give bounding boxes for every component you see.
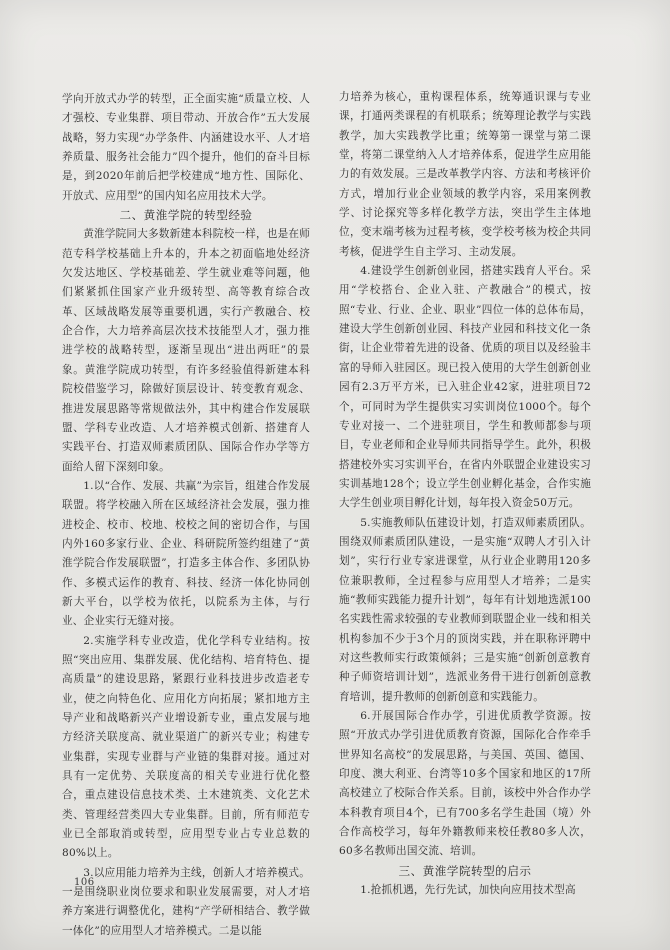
- paragraph-intro: 学向开放式办学的转型，正全面实施“质量立校、人才强校、专业集群、项目带动、开放合作”五大发展战略，努力实现“办学条件、内涵建设水平、人才培养质量、服务社会能力”四个提升，他们的奋斗目标是，到2020年前后把学校建成“地方性、国际化、开放式、应用型”的国内知名应用技术大学。: [62, 93, 310, 202]
- paragraph-continued: 力培养为核心，重构课程体系，统筹通识课与专业课，打通两类课程的有机联系；统筹理论教学与实践教学，加大实践教学比重；统筹第一课堂与第二课堂，将第二课堂纳入人才培养体系，促进学生应用能力的有效发展。三是改革教学内容、方法和考核评价方式，增加行业企业领域的教学内容，采用案例教学、讨论探究等多样化教学方法，突出学生主体地位，变末端考核为过程考核，变学校考核为校企共同考核，促进学生自主学习、主动发展。: [339, 91, 591, 258]
- paragraph-6: 6.开展国际合作办学，引进优质教学资源。按照“开放式办学引进优质教育资源，国际化合作牵手世界知名高校”的发展思路，与美国、英国、德国、印度、澳大利亚、台湾等10多个国家和地区的17所高校建立了校际合作关系。目前，该校中外合作办学本科教育项目4个，已有700多名学生赴国（境）外合作高校学习，每年外籍教师来校任教80多人次，60多名教师出国交流、培训。: [339, 710, 591, 858]
- paragraph-2b: 1.以“合作、发展、共赢”为宗旨，组建合作发展联盟。将学校融入所在区域经济社会发展，强力推进校企、校市、校地、校校之间的密切合作，与国内外160多家行业、企业、科研院所签约组建了“黄淮学院合作发展联盟”，打造多主体合作、多团队协作、多模式运作的教育、科技、经济一体化协同创新大平台，以学校为依托，以院系为主体，与行业、企业实行无缝对接。: [62, 479, 311, 628]
- paragraph-2d: 3.以应用能力培养为主线，创新人才培养模式。一是围绕职业岗位要求和职业发展需要，对人才培养方案进行调整优化，建构“产学研相结合、教学做一体化”的应用型人才培养模式。二是以能: [62, 866, 310, 937]
- right-column: [339, 88, 591, 900]
- page-number: 106: [74, 877, 95, 888]
- left-column: [62, 90, 310, 941]
- section-heading-3: 三、黄淮学院转型的启示: [398, 863, 532, 878]
- section-heading-2: 二、黄淮学院的转型经验: [119, 208, 253, 223]
- paragraph-2a: 黄淮学院同大多数新建本科院校一样，也是在师范专科学校基础上升本的，升本之初面临地处经济欠发达地区、学校基础差、学生就业难等问题，他们紧紧抓住国家产业升级转型、高等教育综合改革、区域战略发展等重要机遇，实行产教融合、校企合作，大力培养高层次技术技能型人才，强力推进学校的战略转型，逐渐呈现出“进出两旺”的景象。黄淮学院成功转型，有许多经验值得新建本科院校借鉴学习，除做好顶层设计、转变教育观念、推进发展思路等常规做法外，其中构建合作发展联盟、学科专业改造、人才培养模式创新、搭建育人实践平台、打造双师素质团队、国际合作办学等方面给人留下深刻印象。: [62, 228, 310, 473]
- paragraph-2c: 2.实施学科专业改造，优化学科专业结构。按照“突出应用、集群发展、优化结构、培育特色、提高质量”的建设思路，紧跟行业科技进步改造老专业，使之向特色化、应用化方向拓展；紧扣地方主导产业和战略新兴产业增设新专业，重点发展与地方经济关联度高、就业渠道广的新兴专业；构建专业集群，实现专业群与产业链的集群对接。通过对具有一定优势、关联度高的相关专业进行优化整合，重点建设信息技术类、土木建筑类、文化艺术类、管理经营类四大专业集群。目前，所有师范专业已全部取消或转型，应用型专业占专业总数的80%以上。: [62, 634, 310, 860]
- paragraph-3a: 1.抢抓机遇，先行先试，加快向应用技术型高: [360, 884, 576, 897]
- paragraph-4: 4.建设学生创新创业园，搭建实践育人平台。采用“学校搭台、企业入驻、产教融合”的模式，按照“专业、行业、企业、职业”四位一体的总体布局，建设大学生创新创业园、科技产业园和科技文化一条街，让企业带着先进的设备、优质的项目以及经验丰富的导师入驻园区。现已投入使用的大学生创新创业园有2.3万平方米，已入驻企业42家，进驻项目72个，可同时为学生提供实习实训岗位1000个。每个专业对接一、二个进驻项目，学生和教师都参与项目，专业老师和企业导师共同指导学生。此外，积极搭建校外实习实训平台，在省内外联盟企业建设实习实训基地128个；设立学生创业孵化基金，合作实施大学生创业项目孵化计划，每年投入资金50万元。: [339, 265, 591, 510]
- paragraph-5: 5.实施教师队伍建设计划，打造双师素质团队。围绕双师素质团队建设，一是实施“双聘人才引入计划”，实行行业专家进课堂，从行业企业聘用120多位兼职教师，全过程参与应用型人才培养；二是实施“教师实践能力提升计划”，每年有计划地选派100名实践性需求较强的专业教师到联盟企业一线和相关机构参加不少于3个月的顶岗实践，并在职称评聘中对这些教师实行政策倾斜；三是实施“创新创意教育种子师资培训计划”，选派业务骨干进行创新创意教育培训，提升教师的创新创意和实践能力。: [339, 516, 591, 703]
